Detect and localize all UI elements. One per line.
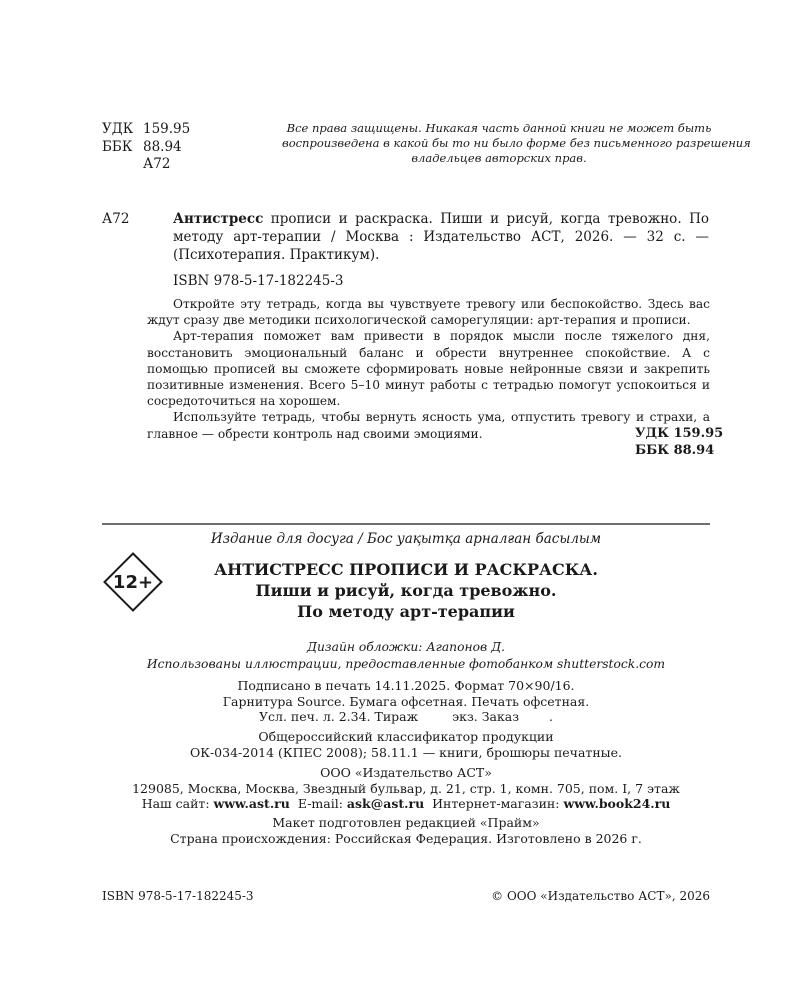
print-sheets (102, 709, 710, 725)
print-typeface: Гарнитура Source. Бумага офсетная. Печать офсетная. (222, 693, 590, 709)
abstract-paragraph: Откройте эту тетрадь, когда вы чувствуете тревогу или беспокойство. Здесь вас ждут сразу две методики психологической саморегуляции: арт-терапия и прописи. (147, 297, 710, 328)
udk-bottom: УДК 159.95 (635, 426, 724, 441)
abstract (147, 296, 724, 442)
cover-design-credit: Дизайн обложки: Агапонов Д. (307, 640, 505, 654)
okp-line: Общероссийский классификатор продукции (258, 729, 554, 744)
print-signed: Подписано в печать 14.11.2025. Формат 70×90/16. (237, 678, 575, 693)
annotation-isbn: ISBN 978-5-17-182245-3 (173, 273, 344, 289)
illustrations-credit: Использованы иллюстрации, предоставленные фотобанком shutterstock.com (146, 656, 666, 671)
credits (102, 639, 710, 672)
print-sheets-b: экз. Заказ (452, 709, 520, 725)
udk-row (102, 121, 190, 139)
book-title-line: Пиши и рисуй, когда тревожно. (255, 581, 557, 600)
edition-note: Издание для досуга / Бос уақытқа арналған басылым (210, 531, 602, 547)
preparation-info (102, 815, 710, 846)
rights-line: владельцев авторских прав. (411, 151, 587, 165)
email-label: E-mail: (297, 796, 343, 812)
print-sheets-c: . (549, 709, 554, 725)
shop-label: Интернет-магазин: (432, 796, 560, 812)
biblio-title: Антистресс (173, 211, 264, 227)
email-link[interactable]: ask@ast.ru (346, 796, 425, 812)
print-sheets-a: Усл. печ. л. 2.34. Тираж (258, 709, 419, 725)
rights-line: Все права защищены. Никакая часть данной книги не может быть (286, 121, 712, 135)
site-link[interactable]: www.ast.ru (213, 796, 290, 812)
book-title-line: АНТИСТРЕСС ПРОПИСИ И РАСКРАСКА. (214, 560, 598, 579)
classification-block (102, 121, 190, 174)
publisher-contacts (102, 796, 710, 812)
abstract-paragraph: Арт-терапия поможет вам привести в порядок мысли после тяжелого дня, восстановить эмоциональный баланс и обрести внутреннее спокойствие. А с помощью прописей вы сможете сформировать новые нейронные связи и закрепить позитивные изменения. Всего 5–10 минут работы с тетрадью помогут успокоиться и сосредоточиться на хорошем. (147, 329, 710, 409)
bbk-row (102, 139, 190, 157)
bbk-label: ББК (102, 138, 133, 155)
footer-copyright: © ООО «Издательство АСТ», 2026 (491, 889, 710, 903)
country-of-origin: Страна происхождения: Российская Федерация. Изготовлено в 2026 г. (170, 830, 642, 846)
age-rating: 12+ (112, 571, 154, 593)
abstract-paragraph: Используйте тетрадь, чтобы вернуть ясность ума, отпустить тревогу и страхи, а главное — обрести контроль над своими эмоциями. (147, 410, 710, 441)
book-title (102, 559, 710, 622)
okp-line: ОК-034-2014 (КПЕС 2008); 58.11.1 — книги, брошюры печатные. (190, 744, 622, 760)
layout-prepared: Макет подготовлен редакцией «Прайм» (272, 815, 540, 830)
publisher-info (102, 765, 710, 812)
rights-notice (282, 121, 751, 166)
publisher-address: 129085, Москва, Москва, Звездный бульвар, д. 21, стр. 1, комн. 705, пом. I, 7 этаж (132, 780, 680, 796)
udk-label: УДК (102, 121, 134, 137)
bibliographic-description (173, 211, 709, 264)
rights-line: воспроизведена в какой бы то ни было форме без письменного разрешения (282, 136, 751, 150)
publisher-name: ООО «Издательство АСТ» (320, 765, 492, 780)
udk-value: 159.95 (143, 121, 191, 137)
bbk-value: 88.94 (143, 138, 182, 155)
classification-bottom (560, 426, 724, 459)
site-label: Наш сайт: (141, 796, 210, 812)
author-mark-row (102, 156, 190, 174)
print-info (102, 678, 710, 725)
divider (102, 523, 710, 525)
annotation-code: А72 (102, 211, 130, 227)
author-mark: А72 (143, 156, 171, 172)
shop-link[interactable]: www.book24.ru (563, 796, 671, 812)
product-classifier (102, 729, 710, 760)
biblio-rest: прописи и раскраска. Пиши и рисуй, когда тревожно. По методу арт-терапии / Москва : Издательство АСТ, 2026. — 32 с. — (Психотерапия. Практикум). (173, 211, 709, 263)
footer-isbn: ISBN 978-5-17-182245-3 (102, 889, 254, 903)
book-title-line: По методу арт-терапии (297, 602, 515, 621)
bbk-bottom: ББК 88.94 (635, 442, 715, 458)
